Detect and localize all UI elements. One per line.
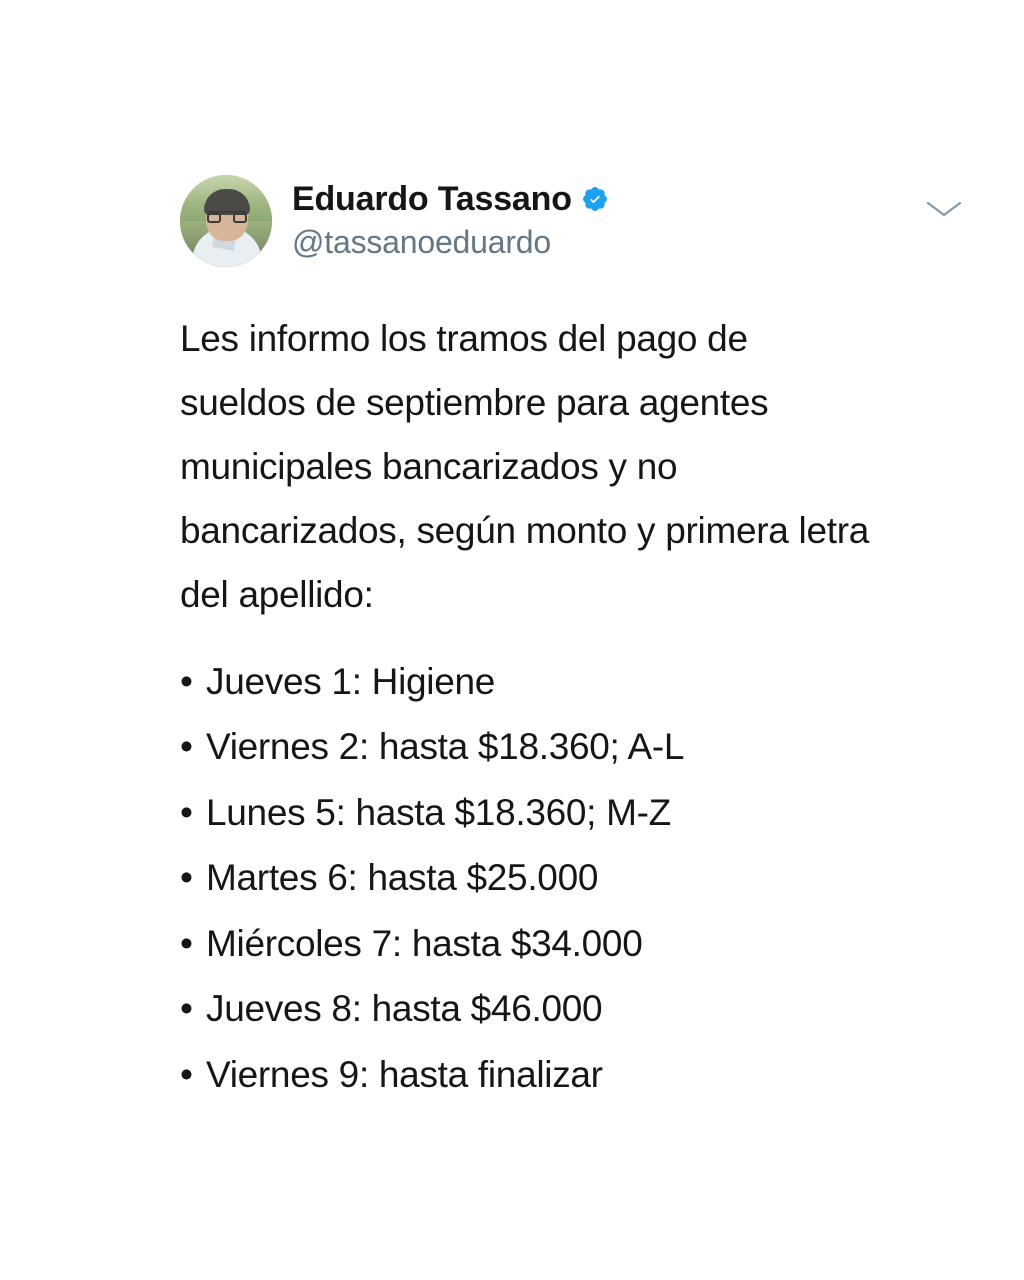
bullet-icon: •: [180, 922, 193, 964]
bullet-icon: •: [180, 791, 193, 833]
author-handle[interactable]: @tassanoeduardo: [292, 223, 552, 260]
list-item-label: Jueves 1: Higiene: [206, 661, 496, 702]
tweet-list: [180, 649, 964, 1107]
tweet-text: Les informo los tramos del pago de sueldos de septiembre para agentes municipales bancarizados y no bancarizados, según monto y primera letra del apellido:: [180, 318, 870, 615]
list-item-label: Viernes 9: hasta finalizar: [206, 1053, 603, 1095]
list-item: [180, 1042, 964, 1107]
verified-badge-icon: [581, 185, 609, 213]
list-item-label: Lunes 5: hasta $18.360; M-Z: [206, 791, 671, 833]
list-item: [180, 845, 964, 910]
chevron-down-icon[interactable]: [924, 197, 964, 221]
list-item-label: Miércoles 7: hasta $34.000: [206, 922, 643, 964]
display-name-row: [292, 181, 609, 218]
bullet-icon: •: [180, 988, 193, 1030]
bullet-icon: •: [180, 726, 193, 768]
bullet-icon: •: [180, 661, 193, 702]
bullet-icon: •: [180, 857, 193, 899]
list-item: [180, 911, 964, 976]
list-item-label: Martes 6: hasta $25.000: [206, 857, 599, 899]
list-item-label: Jueves 8: hasta $46.000: [206, 988, 603, 1030]
bullet-icon: •: [180, 1053, 193, 1095]
list-item: [180, 649, 964, 714]
tweet-header: [180, 175, 964, 271]
list-item: [180, 976, 964, 1041]
author-names: [292, 175, 609, 259]
list-item-label: Viernes 2: hasta $18.360; A-L: [206, 726, 685, 768]
avatar[interactable]: [180, 175, 272, 267]
list-item: [180, 714, 964, 779]
avatar-person-glasses: [207, 211, 247, 224]
list-item: [180, 780, 964, 845]
author-display-name[interactable]: Eduardo Tassano: [292, 180, 572, 218]
